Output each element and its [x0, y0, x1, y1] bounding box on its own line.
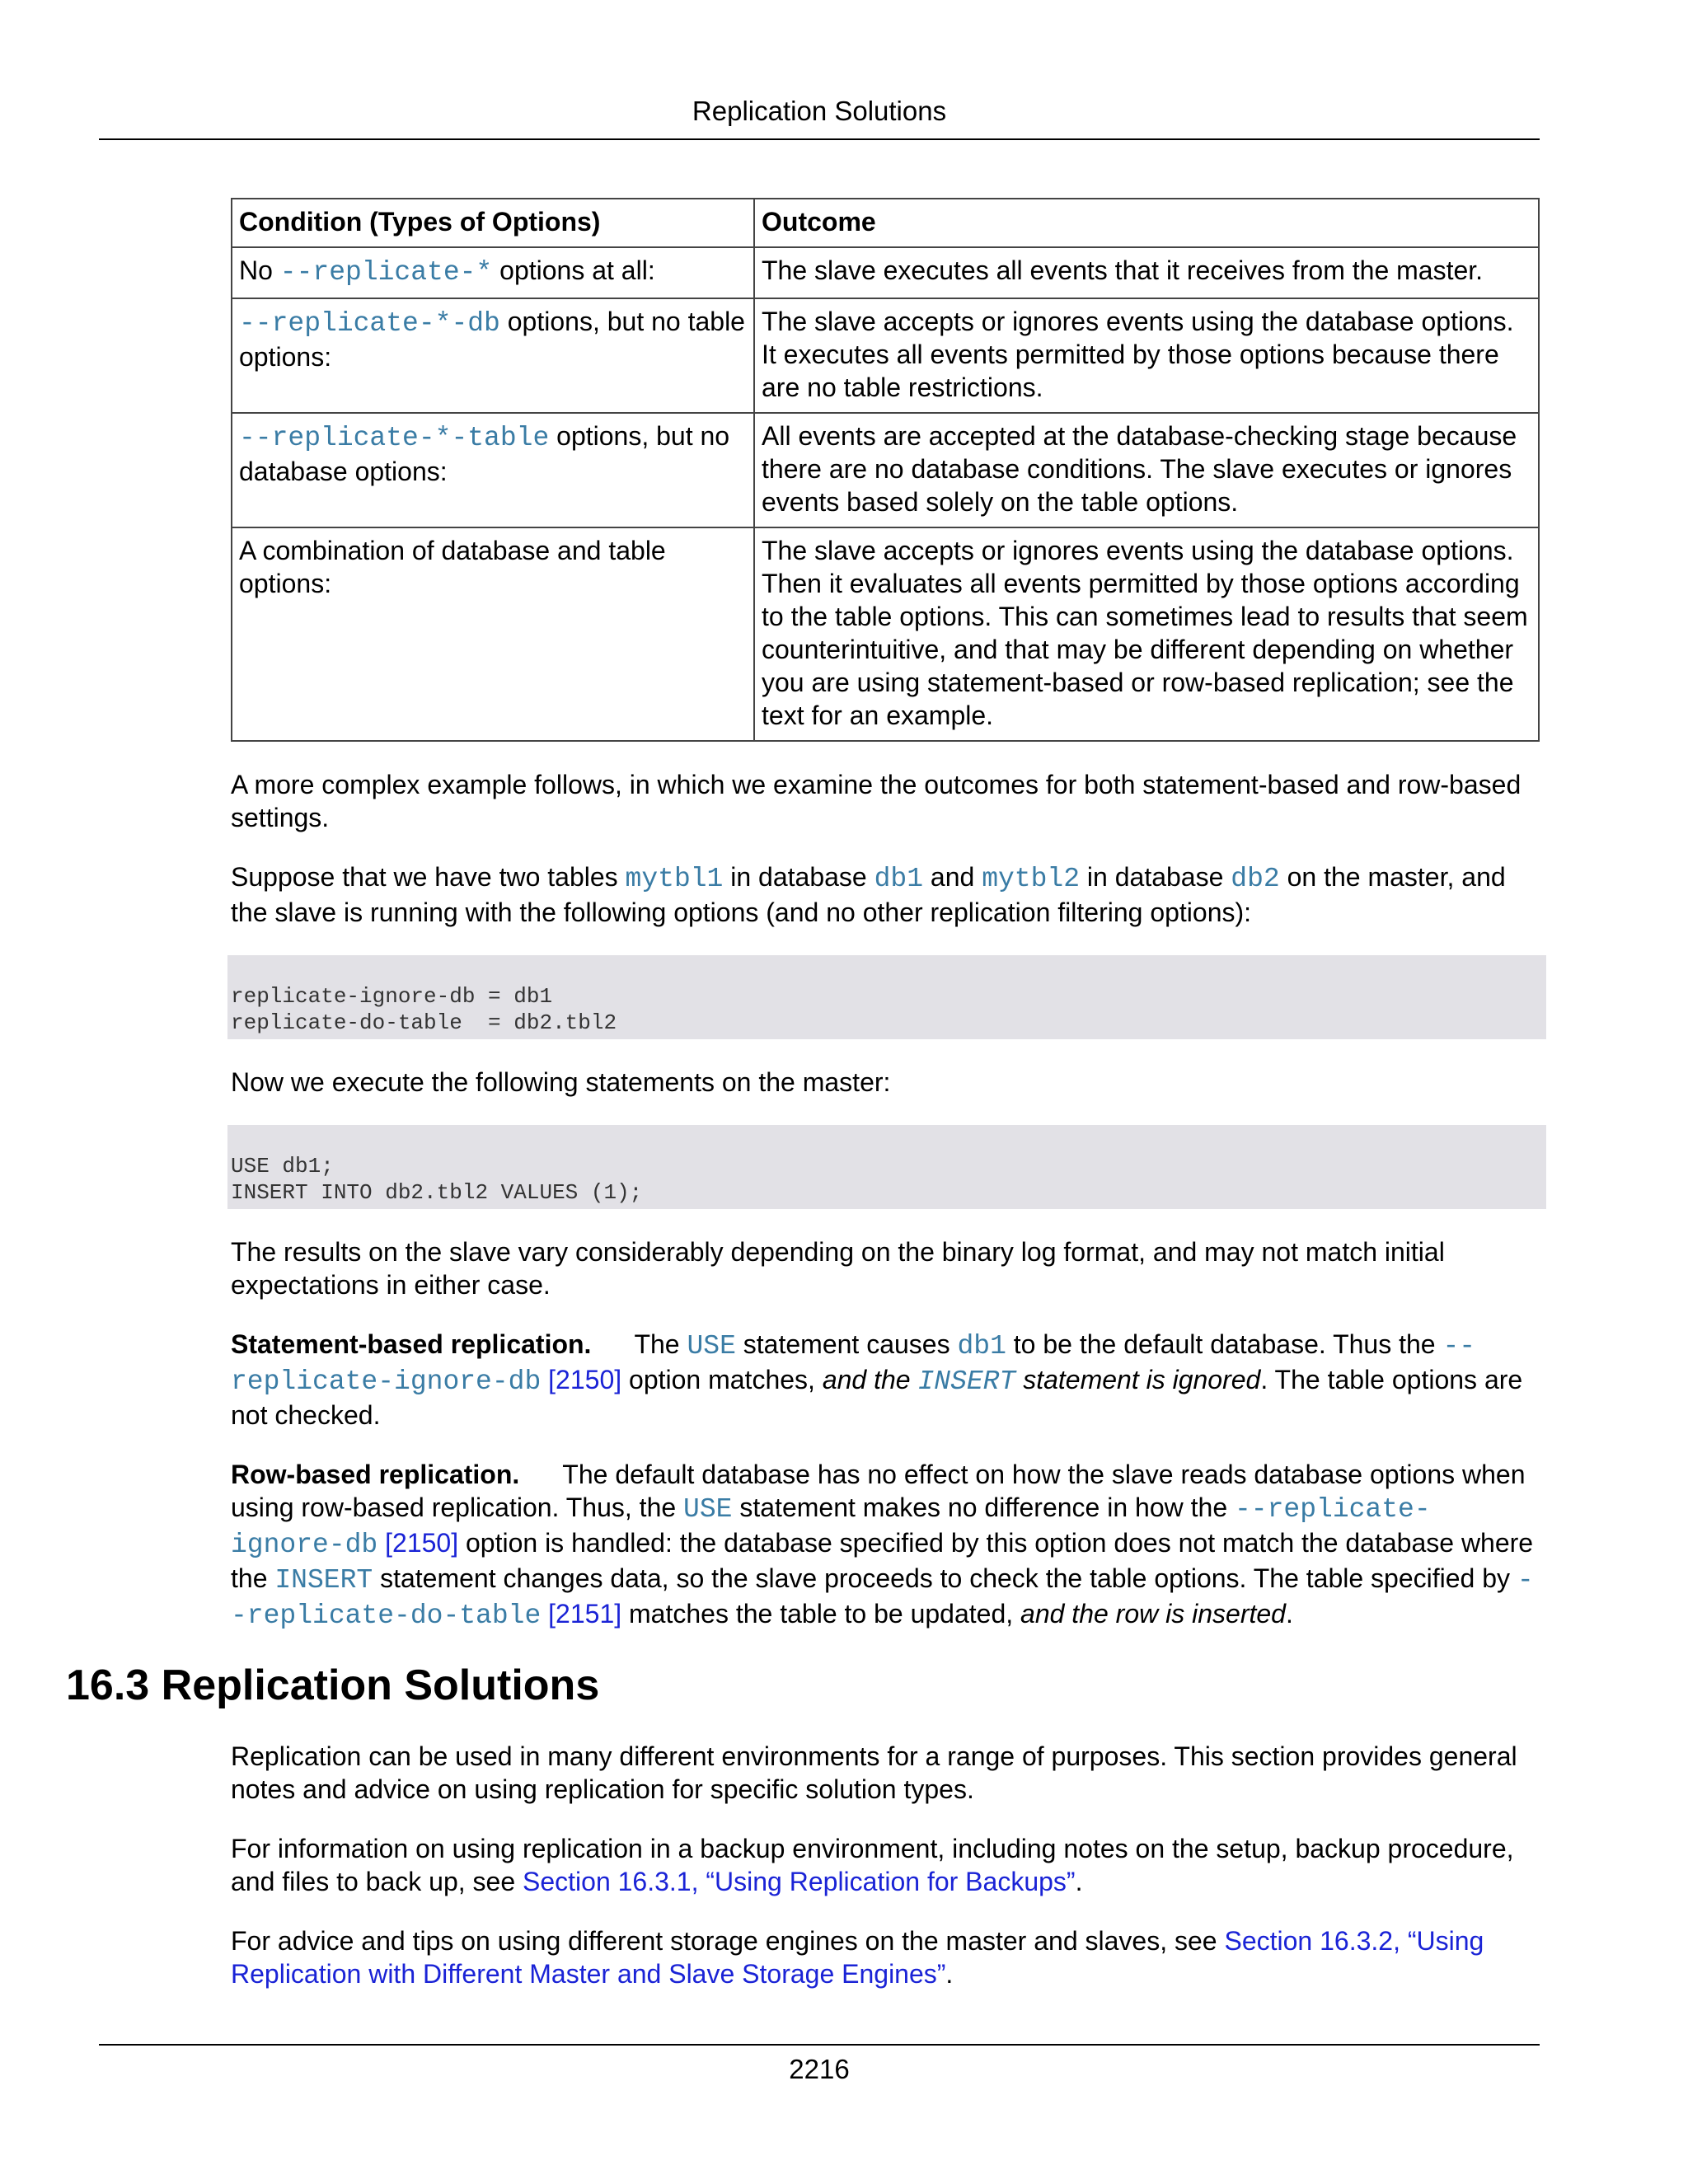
condition-cell: A combination of database and table options:	[232, 527, 754, 741]
execute-paragraph: Now we execute the following statements on the master:	[231, 1067, 891, 1097]
page-number: 2216	[789, 2054, 850, 2084]
page-header	[99, 96, 1540, 140]
storage-engines-section-link[interactable]: Section 16.3.2, “Using Replication with Different Master and Slave Storage Engines”	[231, 1926, 1484, 1989]
condition-cell: --replicate-*-table options, but no database options:	[232, 413, 754, 527]
options-code-block: replicate-ignore-db = db1 replicate-do-table = db2.tbl2	[227, 955, 1546, 1039]
row-based-paragraph: Row-based replication. The default database has no effect on how the slave reads database options when using row-based replication. Thus, the USE statement makes no difference in how the --replicate-ignore-db [2150] option is handled: the database specified by this option does not match the database where the INSERT statement changes data, so the slave proceeds to check the table options. The table specified by --replicate-do-table [2151] matches the table to be updated, and the row is inserted.	[231, 1460, 1534, 1631]
inline-code: mytbl1	[625, 864, 724, 894]
table-row	[232, 527, 1539, 741]
backup-section-link[interactable]: Section 16.3.1, “Using Replication for Backups”	[523, 1867, 1076, 1896]
storage-engines-paragraph: For advice and tips on using different storage engines on the master and slaves, see Section 16.3.2, “Using Replication with Different Master and Slave Storage Engines”.	[231, 1926, 1484, 1989]
statement-based-heading: Statement-based replication.	[231, 1329, 592, 1359]
tables-paragraph: Suppose that we have two tables mytbl1 in database db1 and mytbl2 in database db2 on the master, and the slave is running with the following options (and no other replication filtering options):	[231, 862, 1506, 927]
condition-cell: No --replicate-* options at all:	[232, 247, 754, 298]
options-table	[231, 198, 1540, 742]
inline-code[interactable]: INSERT	[917, 1366, 1016, 1397]
table-header-row	[232, 199, 1539, 247]
page-ref-link[interactable]: [2150]	[548, 1365, 622, 1394]
results-paragraph: The results on the slave vary considerably depending on the binary log format, and may not match initial expectations in either case.	[231, 1237, 1445, 1300]
option-link[interactable]: --replicate-do-table	[231, 1565, 1534, 1631]
statements-code-block: USE db1; INSERT INTO db2.tbl2 VALUES (1);	[227, 1125, 1546, 1209]
page-footer	[99, 2044, 1540, 2085]
page-ref-link[interactable]: [2150]	[385, 1528, 459, 1558]
column-header-outcome: Outcome	[754, 199, 1539, 247]
section-title: 16.3 Replication Solutions	[66, 1661, 600, 1709]
inline-code: db1	[874, 864, 924, 894]
backup-paragraph: For information on using replication in a backup environment, including notes on the setup, backup procedure, and files to back up, see Section 16.3.1, “Using Replication for Backups”.	[231, 1834, 1514, 1896]
inline-code: db2	[1231, 864, 1280, 894]
option-code: --replicate-*-table	[239, 423, 550, 453]
page-content	[66, 198, 1540, 2017]
solutions-intro-paragraph: Replication can be used in many different environments for a range of purposes. This section provides general notes and advice on using replication for specific solution types.	[231, 1741, 1517, 1804]
table-row	[232, 413, 1539, 527]
outcome-cell: All events are accepted at the database-checking stage because there are no database conditions. The slave executes or ignores events based solely on the table options.	[754, 413, 1539, 527]
condition-cell: --replicate-*-db options, but no table options:	[232, 298, 754, 413]
inline-code: db1	[957, 1331, 1006, 1361]
outcome-cell: The slave accepts or ignores events using the database options. It executes all events permitted by those options because there are no table restrictions.	[754, 298, 1539, 413]
option-code: --replicate-*	[279, 257, 493, 288]
statement-based-paragraph: Statement-based replication. The USE statement causes db1 to be the default database. Thus the --replicate-ignore-db [2150] option matches, and the INSERT statement is ignored. The table options are not checked.	[231, 1329, 1523, 1430]
inline-code: INSERT	[274, 1565, 373, 1596]
inline-code: mytbl2	[982, 864, 1081, 894]
header-title: Replication Solutions	[692, 96, 947, 126]
outcome-cell: The slave executes all events that it receives from the master.	[754, 247, 1539, 298]
option-link[interactable]: --replicate-ignore-db	[231, 1494, 1431, 1560]
outcome-cell: The slave accepts or ignores events using the database options. Then it evaluates all events permitted by those options according to the table options. This can sometimes lead to results that seem counterintuitive, and that may be different depending on whether you are using statement-based or row-based replication; see the text for an example.	[754, 527, 1539, 741]
option-code: --replicate-*-db	[239, 308, 500, 339]
option-link[interactable]: --replicate-ignore-db	[231, 1331, 1476, 1397]
table-row	[232, 298, 1539, 413]
inline-code: USE	[687, 1331, 736, 1361]
table-row	[232, 247, 1539, 298]
inline-code: USE	[683, 1494, 733, 1525]
row-based-heading: Row-based replication.	[231, 1460, 520, 1489]
intro-paragraph: A more complex example follows, in which we examine the outcomes for both statement-based and row-based settings.	[231, 770, 1522, 832]
column-header-condition: Condition (Types of Options)	[232, 199, 754, 247]
page-ref-link[interactable]: [2151]	[548, 1599, 622, 1629]
